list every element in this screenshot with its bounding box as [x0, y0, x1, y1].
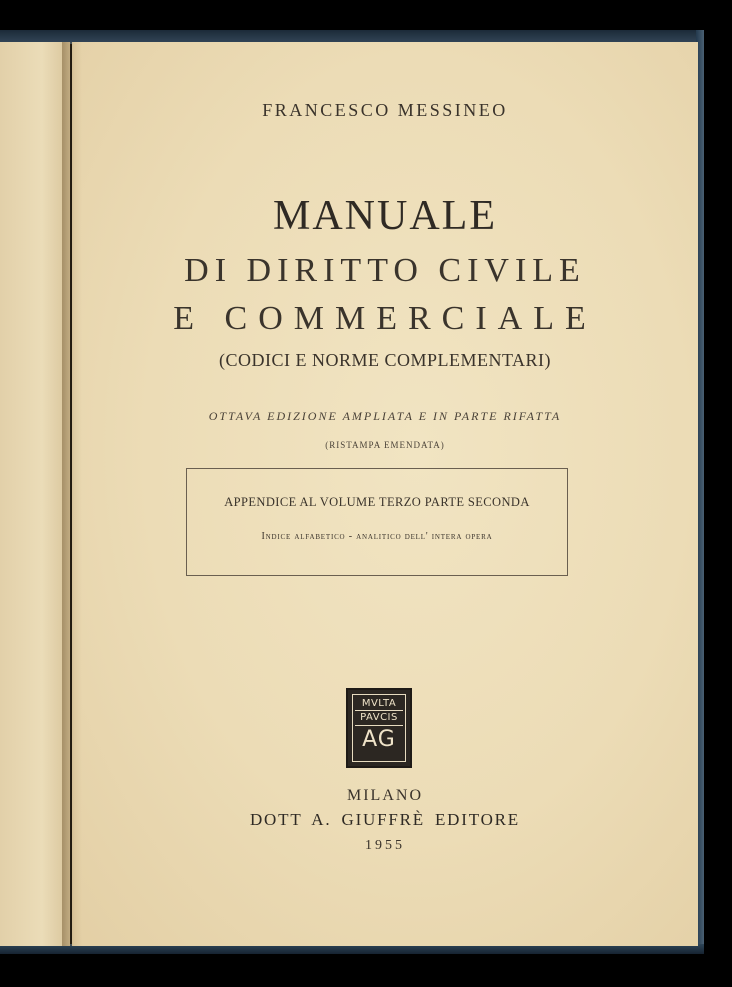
- book-title-line-3: E COMMERCIALE: [173, 300, 597, 337]
- volume-info-box: [186, 468, 568, 576]
- edition-statement: OTTAVA EDIZIONE AMPLIATA E IN PARTE RIFATTA: [208, 409, 562, 423]
- facing-page-edge: [0, 42, 70, 946]
- publisher-logo: [346, 688, 412, 768]
- book-title-line-1: MANUALE: [273, 193, 497, 239]
- reprint-note: (RISTAMPA EMENDATA): [325, 440, 445, 450]
- book-title-line-2: DI DIRITTO CIVILE: [184, 252, 586, 289]
- title-page: [72, 42, 698, 946]
- author-name: FRANCESCO MESSINEO: [262, 100, 508, 120]
- logo-text-2: PAVCIS: [360, 712, 398, 723]
- publication-city: MILANO: [347, 787, 423, 804]
- index-description: Indice alfabetico - analitico dell' intera opera: [261, 531, 493, 542]
- logo-divider-1: [355, 710, 403, 711]
- logo-divider-2: [355, 725, 403, 726]
- logo-text-1: MVLTA: [361, 698, 397, 709]
- publisher-logo-frame: [352, 694, 406, 762]
- publication-year: 1955: [365, 838, 405, 853]
- publisher-name: DOTT A. GIUFFRÈ EDITORE: [249, 810, 520, 829]
- volume-info-line: APPENDICE AL VOLUME TERZO PARTE SECONDA: [224, 495, 530, 509]
- logo-text-3: AG: [362, 727, 396, 752]
- book-subtitle: (CODICI E NORME COMPLEMENTARI): [218, 350, 552, 370]
- page-gutter-shadow: [62, 42, 82, 946]
